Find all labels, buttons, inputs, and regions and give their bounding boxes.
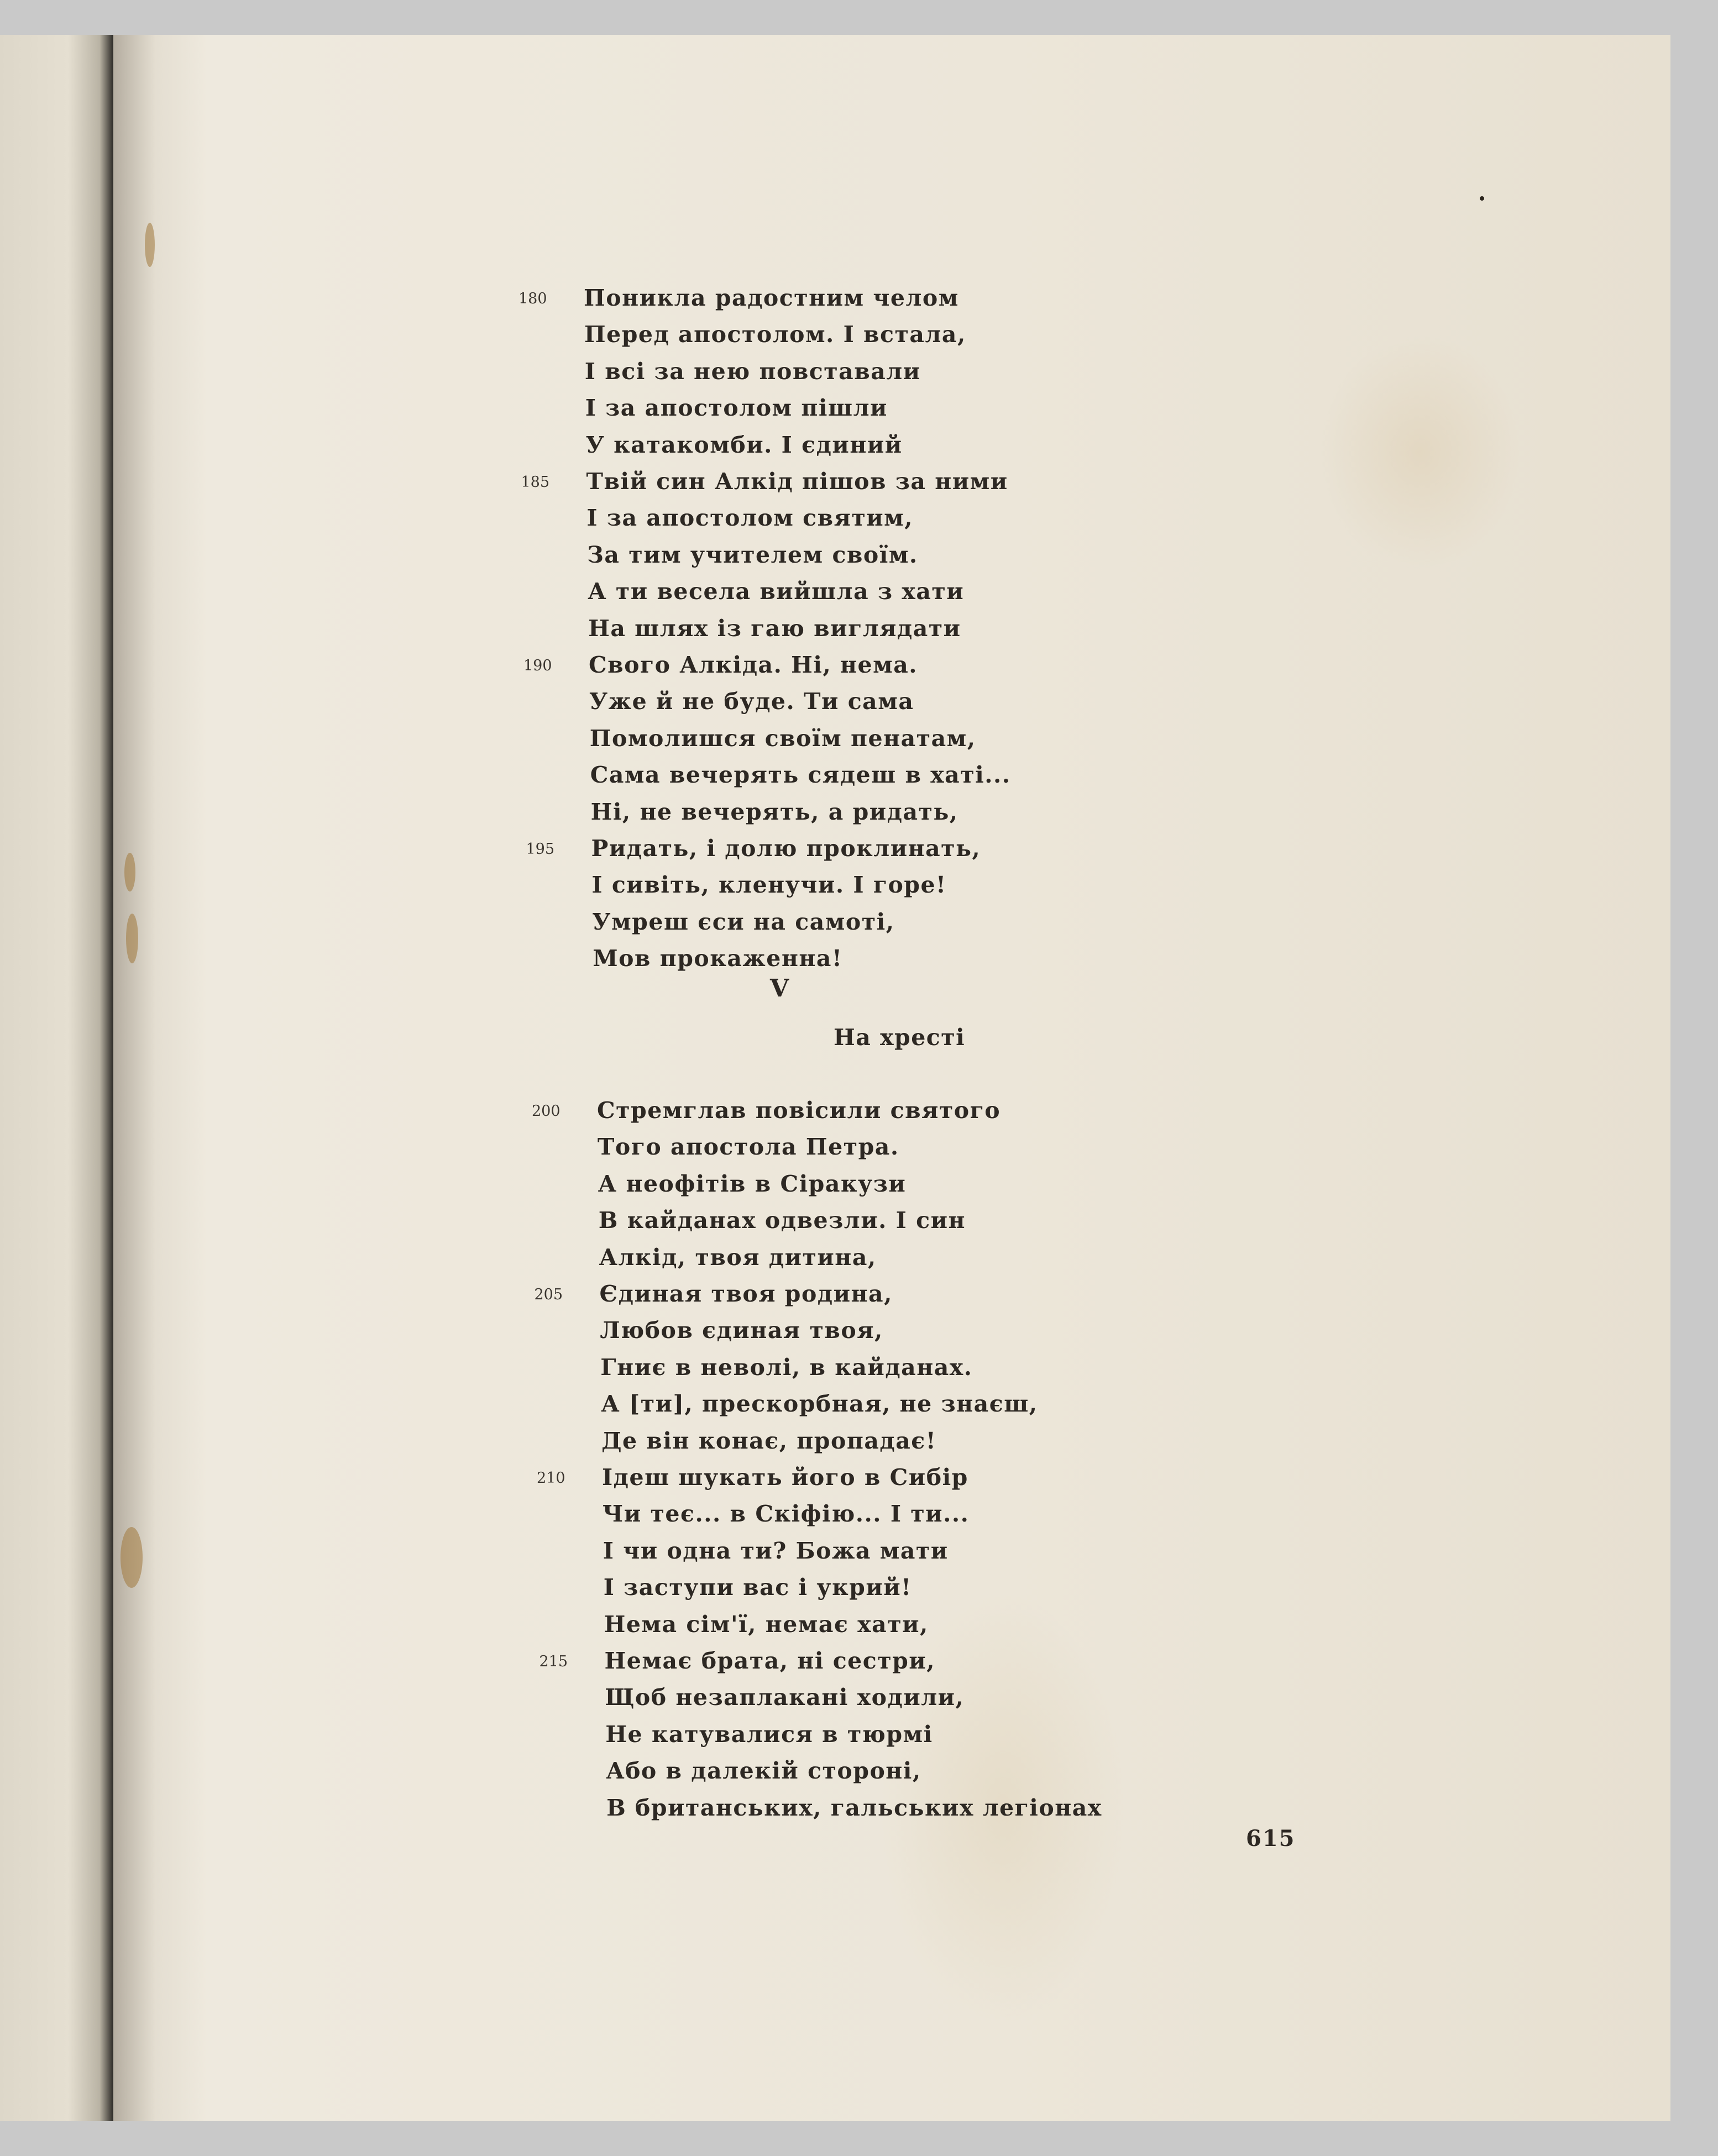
verse-line: Або в далекій стороні, [606, 1758, 921, 1785]
verse-line: А неофітів в Сіракузи [598, 1170, 907, 1197]
line-number: 195 [526, 841, 555, 858]
verse-line: Мов прокаженна! [593, 945, 843, 972]
scanned-page [0, 35, 1670, 2121]
verse-line: Перед апостолом. І встала, [584, 321, 966, 348]
section-first-line: На хресті [834, 1024, 966, 1051]
verse-line: Немає брата, ні сестри, [604, 1648, 935, 1674]
verse-line: В кайданах одвезли. І син [598, 1207, 966, 1234]
line-number: 210 [537, 1470, 565, 1487]
verse-line: Сама вечерять сядеш в хаті... [590, 762, 1011, 789]
verse-line: І всі за нею повставали [584, 358, 921, 385]
verse-line: І за апостолом пішли [585, 395, 888, 422]
verse-line: Алкід, твоя дитина, [599, 1244, 877, 1271]
verse-line: Помолишся своїм пенатам, [589, 725, 976, 752]
verse-line: І чи одна ти? Божа мати [603, 1537, 949, 1564]
verse-line: А [ти], прескорбная, не знаєш, [601, 1391, 1038, 1418]
verse-line: Любов єдиная твоя, [600, 1317, 883, 1344]
verse-line: І заступи вас і укрий! [603, 1574, 912, 1601]
spine-shadow [113, 35, 207, 2121]
verse-line: Ідеш шукать його в Сибір [602, 1464, 968, 1491]
margin-stain [145, 223, 155, 267]
verse-line: Ридать, і долю проклинать, [591, 835, 981, 862]
verse-line: І сивіть, кленучи. І горе! [591, 872, 947, 899]
verse-line: У катакомби. І єдиний [585, 431, 903, 458]
verse-line: Твій син Алкід пішов за ними [586, 468, 1008, 495]
verse-line: Нема сім'ї, немає хати, [604, 1611, 929, 1638]
line-number: 200 [532, 1103, 561, 1120]
line-number: 215 [539, 1653, 568, 1670]
verse-line: В британських, гальських легіонах [606, 1794, 1102, 1821]
verse-line: Того апостола Петра. [597, 1134, 899, 1161]
verse-line: За тим учителем своїм. [587, 541, 918, 568]
book-gutter [0, 35, 113, 2121]
verse-line: Ні, не вечерять, а ридать, [590, 798, 958, 825]
section-heading: V [770, 974, 789, 1003]
verse-line: Гниє в неволі, в кайданах. [600, 1354, 973, 1381]
verse-line: Чи теє... в Скіфію... І ти... [602, 1501, 970, 1528]
verse-line: Уже й не буде. Ти сама [589, 688, 914, 715]
verse-line: А ти весела вийшла з хати [588, 578, 965, 605]
line-number: 180 [518, 290, 547, 307]
margin-stain [124, 853, 135, 891]
line-number: 185 [521, 474, 550, 491]
verse-line: Поникла радостним челом [584, 285, 959, 311]
verse-line: Свого Алкіда. Ні, нема. [589, 652, 918, 678]
verse-line: На шлях із гаю виглядати [588, 615, 961, 642]
margin-stain [121, 1527, 143, 1588]
line-number: 190 [523, 657, 552, 674]
ink-speck [1480, 196, 1484, 201]
verse-line: Стремглав повісили святого [597, 1097, 1001, 1124]
margin-stain [126, 914, 138, 963]
verse-line: Де він конає, пропадає! [601, 1427, 937, 1454]
line-number: 205 [534, 1286, 563, 1303]
verse-line: Умреш єси на самоті, [592, 908, 895, 935]
verse-line: Не катувалися в тюрмі [605, 1720, 933, 1748]
verse-line: Щоб незаплакані ходили, [605, 1684, 965, 1711]
verse-line: І за апостолом святим, [586, 505, 914, 532]
page-number: 615 [1246, 1825, 1296, 1851]
verse-line: Єдиная твоя родина, [599, 1281, 893, 1307]
